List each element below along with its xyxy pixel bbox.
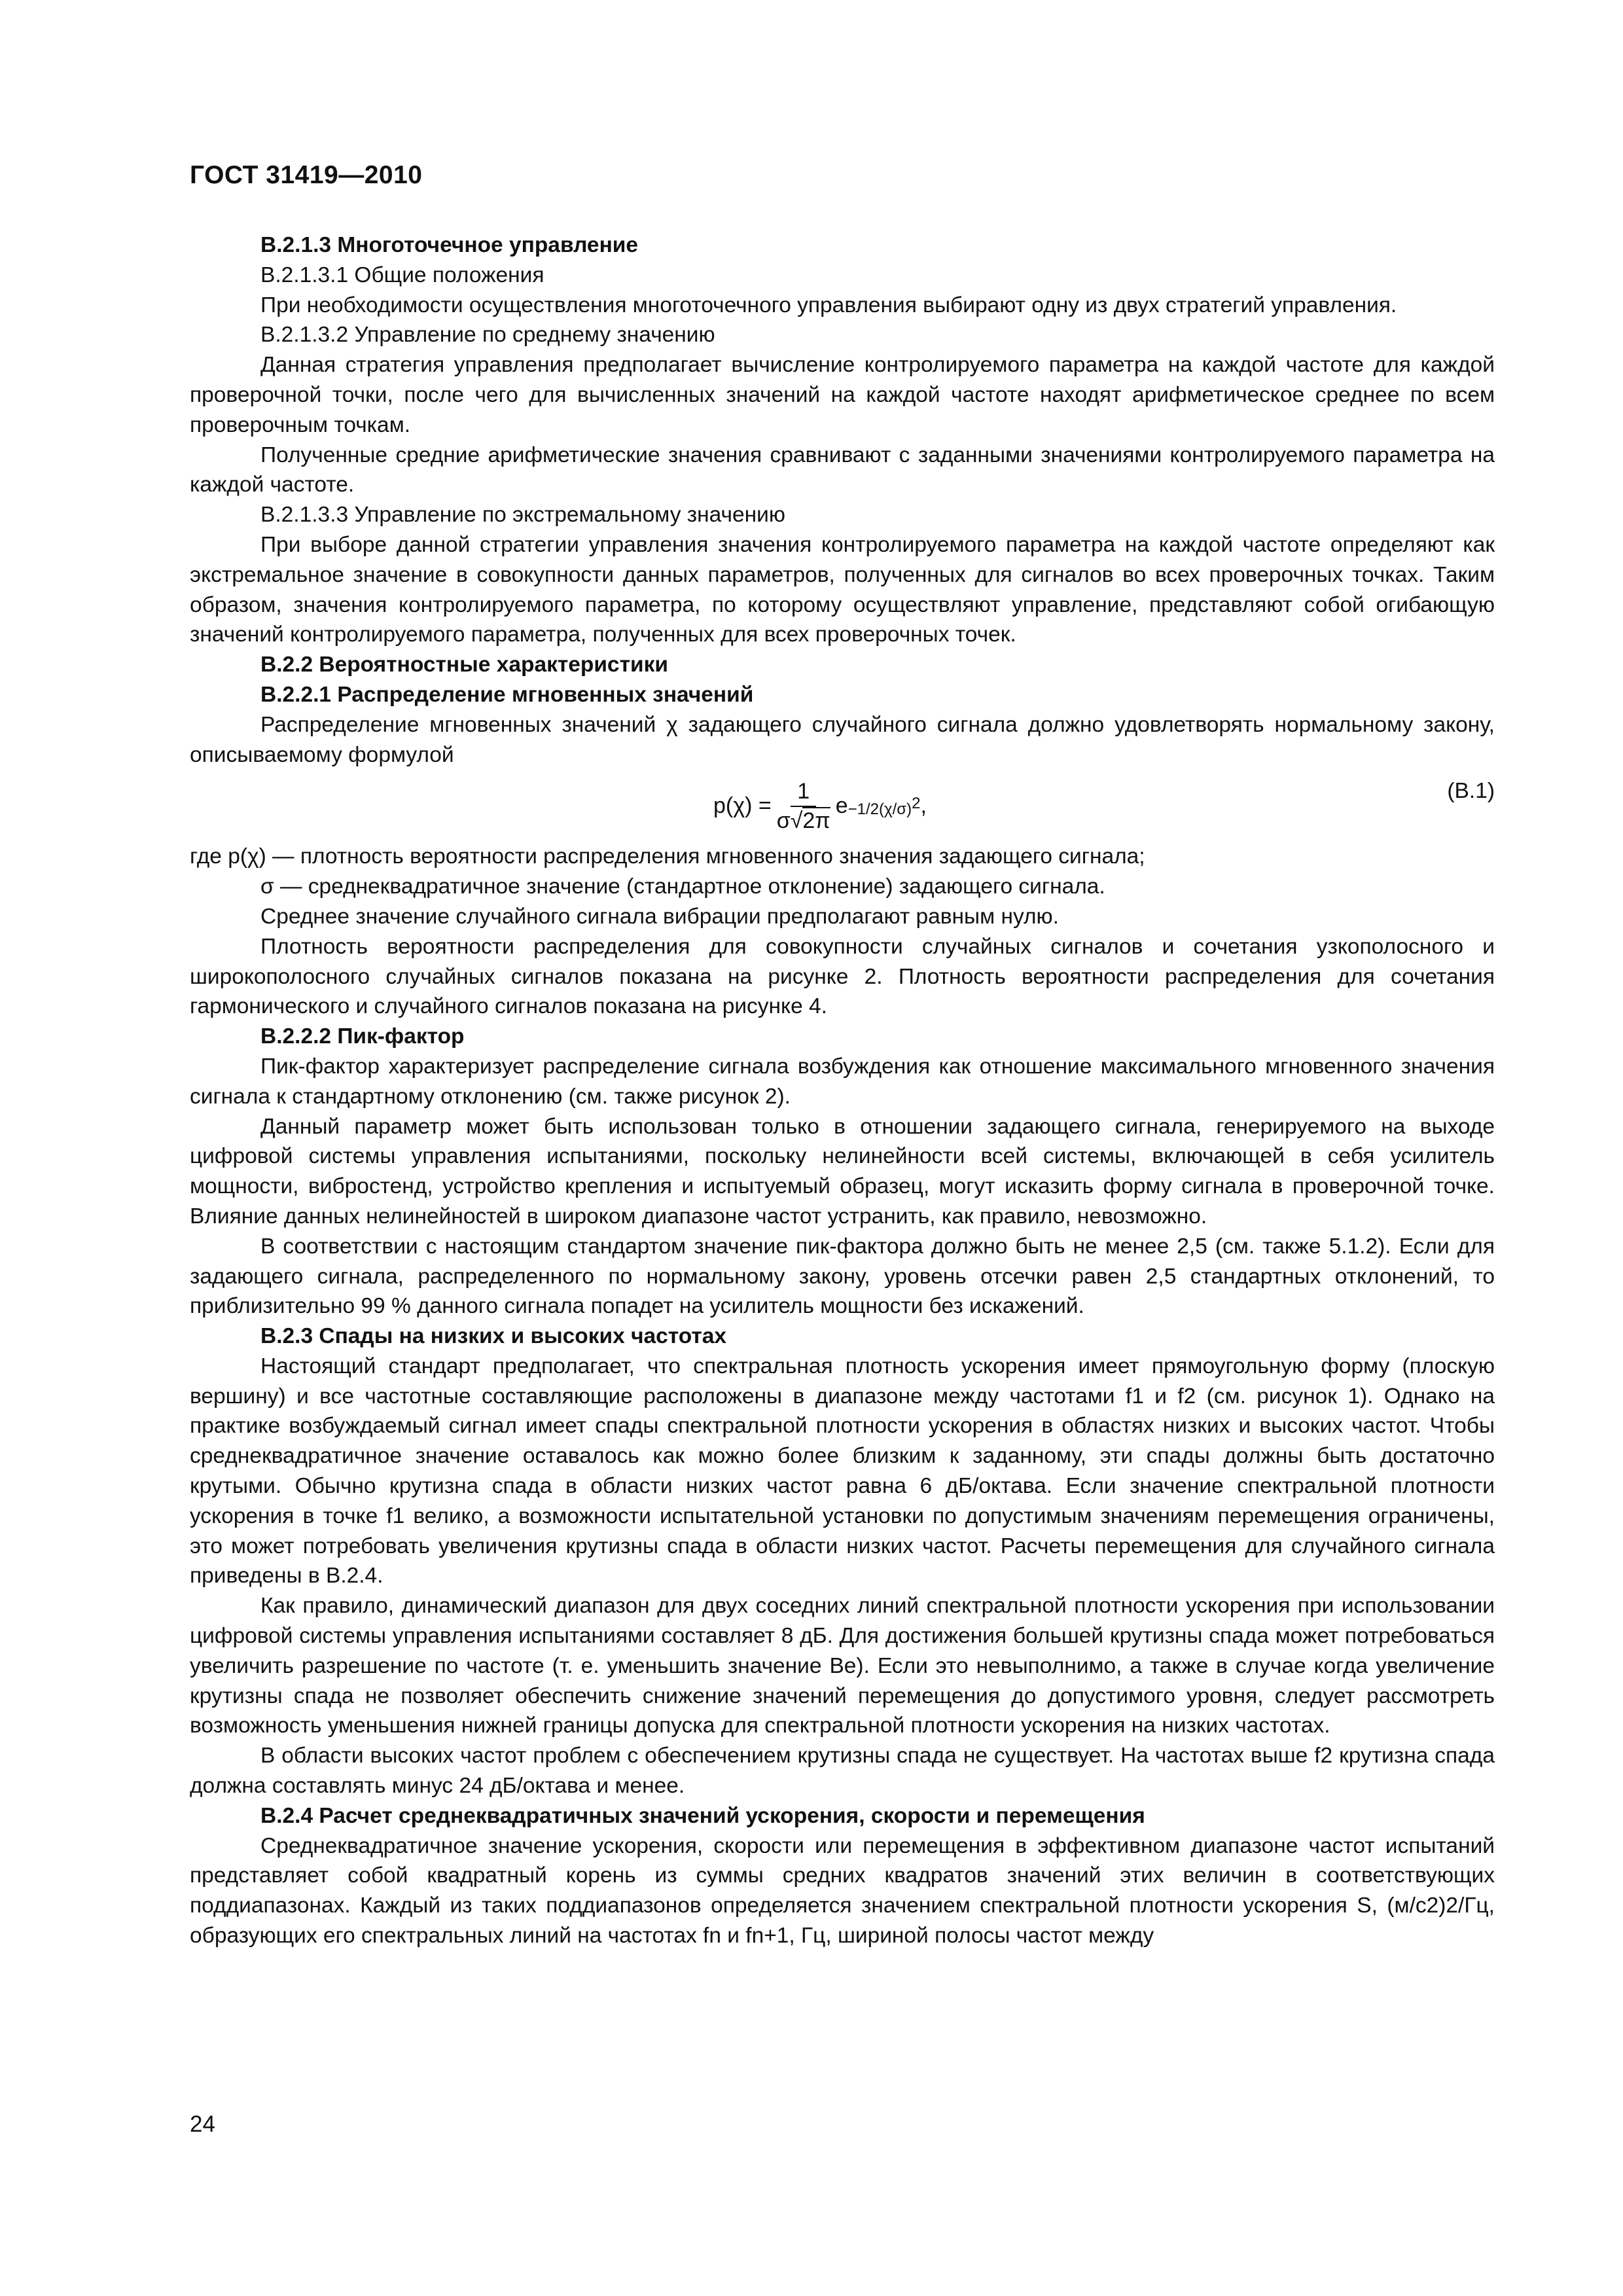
formula-den-sigma: σ [776, 808, 791, 834]
formula-base: e [835, 793, 848, 819]
paragraph: В соответствии с настоящим стандартом значение пик-фактора должно быть не менее 2,5 (см. также 5.1.2). Если для задающего сигнала, распределенного по нормальному закону, уровень отсечки равен 2,5 стандартных отклонений, то приблизительно 99 % данного сигнала попадет на усилитель мощности без искажений. [190, 1234, 1495, 1319]
section-heading: В.2.2 Вероятностные характеристики [260, 653, 668, 677]
paragraph: В области высоких частот проблем с обеспечением крутизны спада не существует. На частотах выше f2 крутизна спада должна составлять минус 24 дБ/октава и менее. [190, 1744, 1495, 1799]
section-heading: В.2.4 Расчет среднеквадратичных значений ускорения, скорости и перемещения [260, 1803, 1145, 1828]
section-heading: В.2.2.1 Распределение мгновенных значений [260, 682, 754, 707]
paragraph: Распределение мгновенных значений χ задающего случайного сигнала должно удовлетворять нормальному закону, описываемому формулой [190, 712, 1495, 767]
paragraph: Как правило, динамический диапазон для двух соседних линий спектральной плотности ускорения при использовании цифровой системы управления испытаниями составляет 8 дБ. Для достижения большей крутизны спада может потребоваться увеличить разрешение по частоте (т. е. уменьшить значение Be). Если это невыполнимо, а также в случае когда увеличение крутизны спада не позволяет обеспечить снижение значений перемещения до допустимого уровня, следует рассмотреть возможность уменьшения нижней границы допуска для спектральной плотности ускорения на низких частотах. [190, 1594, 1495, 1738]
formula-exp-power: 2 [912, 794, 921, 812]
paragraph: Среднее значение случайного сигнала вибрации предполагают равным нулю. [260, 904, 1059, 929]
section-heading: В.2.2.2 Пик-фактор [260, 1024, 465, 1049]
formula-tail: , [920, 793, 927, 819]
paragraph: Плотность вероятности распределения для совокупности случайных сигналов и сочетания узкополосного и широкополосного случайных сигналов показана на рисунке 2. Плотность вероятности распределения для сочетания гармонического и случайного сигналов показана на рисунке 4. [190, 934, 1495, 1019]
formula-number: (В.1) [1447, 779, 1495, 804]
subsection-heading: В.2.1.3.3 Управление по экстремальному значению [260, 503, 785, 528]
paragraph: Пик-фактор характеризует распределение сигнала возбуждения как отношение максимального мгновенного значения сигнала к стандартному отклонению (см. также рисунок 2). [190, 1054, 1495, 1109]
section-heading: В.2.3 Спады на низких и высоких частотах [260, 1324, 727, 1349]
paragraph: Полученные средние арифметические значения сравнивают с заданными значениями контролируемого параметра на каждой частоте. [190, 442, 1495, 497]
formula-b1 [190, 772, 1495, 840]
formula-denominator: σ√2π [776, 808, 830, 834]
section-heading: В.2.1.3 Многоточечное управление [260, 233, 639, 257]
formula-numerator: 1 [791, 778, 816, 807]
paragraph: Данная стратегия управления предполагает вычисление контролируемого параметра на каждой частоте для каждой проверочной точки, после чего для вычисленных значений на каждой частоте находят арифметическое среднее по всем проверочным точкам. [190, 353, 1495, 437]
formula-lhs: p(χ) = [713, 793, 772, 819]
formula-expression [713, 772, 927, 840]
paragraph: При необходимости осуществления многоточечного управления выбирают одну из двух стратегий управления. [260, 293, 1397, 317]
subsection-heading: В.2.1.3.1 Общие положения [260, 262, 544, 287]
document-header: ГОСТ 31419—2010 [190, 161, 423, 189]
page-body [190, 230, 1495, 1951]
formula-den-sqrt: 2π [802, 808, 830, 834]
formula-exponent: $-1/2(\chi/\sigma)^2$ [847, 794, 921, 818]
paragraph: При выборе данной стратегии управления значения контролируемого параметра на каждой частоте определяют как экстремальное значение в совокупности данных параметров, полученных для сигналов во всех проверочных точках. Таким образом, значения контролируемого параметра, по которому осуществляют управление, представляют собой огибающую значений контролируемого параметра, полученных для всех проверочных точек. [190, 532, 1495, 647]
paragraph: Среднеквадратичное значение ускорения, скорости или перемещения в эффективном диапазоне частот испытаний представляет собой квадратный корень из суммы средних квадратов значений этих величин в соответствующих поддиапазонах. Каждый из таких поддиапазонов определяется значением спектральной плотности ускорения S, (м/с2)2/Гц, образующих его спектральных линий на частотах fn и fn+1, Гц, шириной полосы частот между [190, 1833, 1495, 1948]
paragraph: σ — среднеквадратичное значение (стандартное отклонение) задающего сигнала. [260, 874, 1105, 899]
subsection-heading: В.2.1.3.2 Управление по среднему значению [260, 323, 715, 348]
formula-fraction [777, 778, 830, 834]
page-number: 24 [190, 2111, 215, 2137]
paragraph: Данный параметр может быть использован только в отношении задающего сигнала, генерируемого на выходе цифровой системы управления испытаниями, поскольку нелинейности всей системы, включающей в себя усилитель мощности, вибростенд, устройство крепления и испытуемый образец, могут исказить форму сигнала в проверочной точке. Влияние данных нелинейностей в широком диапазоне частот устранить, как правило, невозможно. [190, 1114, 1495, 1229]
paragraph: где p(χ) — плотность вероятности распределения мгновенного значения задающего сигнала; [190, 844, 1145, 869]
paragraph: Настоящий стандарт предполагает, что спектральная плотность ускорения имеет прямоугольную форму (плоскую вершину) и все частотные составляющие расположены в диапазоне между частотами f1 и f2 (см. рисунок 1). Однако на практике возбуждаемый сигнал имеет спады спектральной плотности ускорения в областях низких и высоких частот. Чтобы среднеквадратичное значение оставалось как можно более близким к заданному, эти спады должны быть достаточно крутыми. Обычно крутизна спада в области низких частот равна 6 дБ/октава. Если значение спектральной плотности ускорения в точке f1 велико, а возможности испытательной установки по допустимым значениям перемещения ограничены, это может потребовать увеличения крутизны спада в области низких частот. Расчеты перемещения для случайного сигнала приведены в В.2.4. [190, 1354, 1495, 1588]
